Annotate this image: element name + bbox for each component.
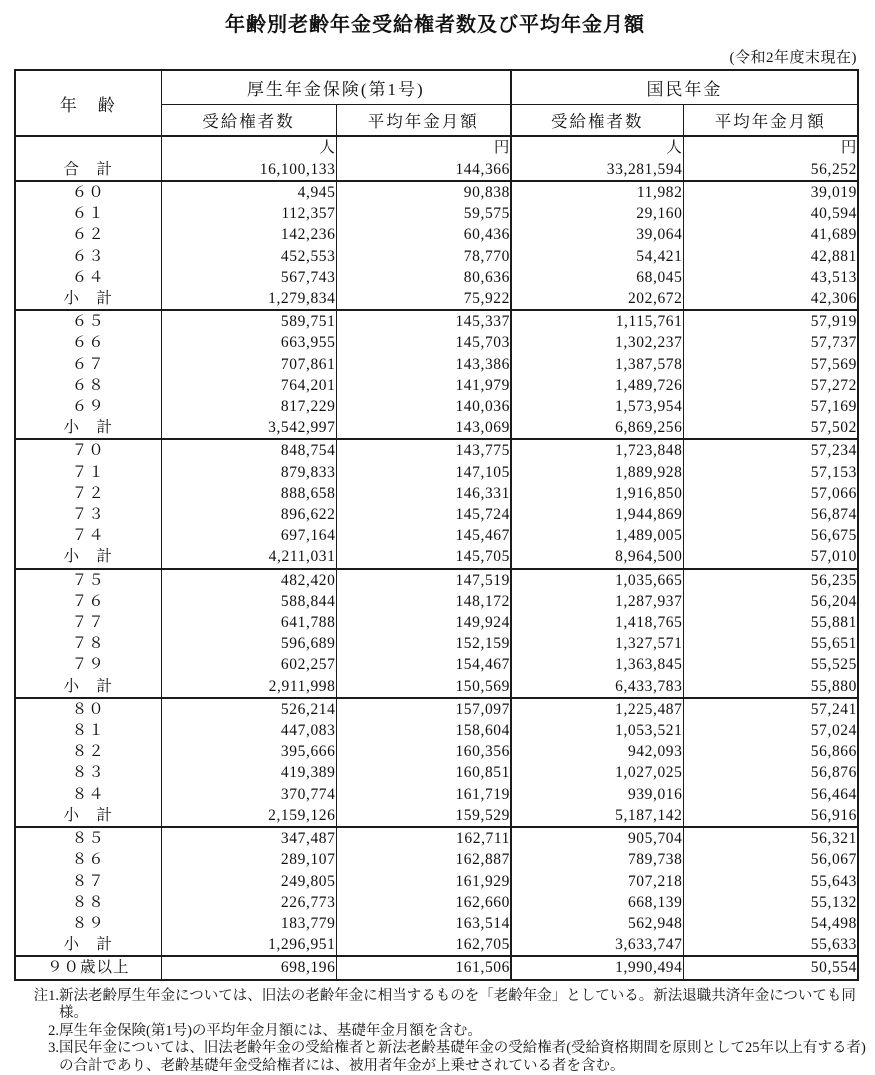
pension-table — [14, 69, 859, 981]
data-cell: 112,357 — [161, 203, 336, 224]
table-row — [15, 698, 858, 720]
footnote — [29, 1023, 875, 1041]
data-cell: 1,225,487 — [511, 698, 683, 720]
data-cell: 226,773 — [161, 892, 336, 913]
table-row — [15, 525, 858, 546]
data-cell: 54,421 — [511, 246, 683, 267]
table-row — [15, 956, 858, 979]
data-cell: 1,573,954 — [511, 396, 683, 417]
age-cell: ８９ — [15, 913, 161, 934]
table-row — [15, 439, 858, 461]
table-row — [15, 633, 858, 654]
over90-value: 698,196 — [161, 956, 336, 979]
footnote — [29, 1040, 875, 1075]
col-header-kosei-nenkin: 厚生年金保険(第1号) — [161, 70, 511, 105]
data-cell: 567,743 — [161, 267, 336, 288]
data-cell: 668,139 — [511, 892, 683, 913]
data-cell: 896,622 — [161, 504, 336, 525]
table-row — [15, 203, 858, 224]
data-cell: 57,169 — [683, 396, 858, 417]
subtotal-value: 55,633 — [683, 934, 858, 956]
data-cell: 160,851 — [336, 762, 511, 783]
page-title: 年齢別老齢年金受給権者数及び平均年金月額 — [225, 14, 645, 36]
data-cell: 57,241 — [683, 698, 858, 720]
subtotal-label: 小 計 — [15, 676, 161, 698]
age-cell: ７７ — [15, 612, 161, 633]
data-cell: 56,321 — [683, 827, 858, 849]
data-cell: 11,982 — [511, 181, 683, 203]
age-cell: ７１ — [15, 462, 161, 483]
subtotal-value: 1,279,834 — [161, 288, 336, 310]
total-value: 56,252 — [683, 159, 858, 181]
data-cell: 55,132 — [683, 892, 858, 913]
data-cell: 145,337 — [336, 310, 511, 332]
data-cell: 764,201 — [161, 375, 336, 396]
unit-label: 円 — [683, 136, 858, 159]
data-cell: 697,164 — [161, 525, 336, 546]
subtotal-value: 6,433,783 — [511, 676, 683, 698]
footnote-number: 3. — [48, 1040, 59, 1057]
data-cell: 145,703 — [336, 332, 511, 353]
data-cell: 56,464 — [683, 784, 858, 805]
data-cell: 56,876 — [683, 762, 858, 783]
data-cell: 56,874 — [683, 504, 858, 525]
total-label: 合 計 — [15, 159, 161, 181]
table-row — [15, 741, 858, 762]
data-cell: 57,024 — [683, 720, 858, 741]
data-cell: 146,331 — [336, 483, 511, 504]
age-cell: ６０ — [15, 181, 161, 203]
data-cell: 54,498 — [683, 913, 858, 934]
table-row — [15, 136, 858, 159]
table-row — [15, 676, 858, 698]
total-value: 33,281,594 — [511, 159, 683, 181]
footnote-number: 2. — [48, 1022, 59, 1039]
subtotal-label: 小 計 — [15, 417, 161, 439]
age-cell: ６９ — [15, 396, 161, 417]
data-cell: 588,844 — [161, 591, 336, 612]
footnotes — [29, 988, 875, 1075]
age-cell: ７８ — [15, 633, 161, 654]
unit-label: 人 — [161, 136, 336, 159]
age-cell: ７２ — [15, 483, 161, 504]
data-cell: 1,944,869 — [511, 504, 683, 525]
data-cell: 161,929 — [336, 871, 511, 892]
table-row — [15, 654, 858, 675]
subtotal-value: 1,296,951 — [161, 934, 336, 956]
data-cell: 1,387,578 — [511, 354, 683, 375]
col-header-kokumin-beneficiaries: 受給権者数 — [511, 105, 683, 137]
data-cell: 43,513 — [683, 267, 858, 288]
age-cell: ６３ — [15, 246, 161, 267]
data-cell: 145,467 — [336, 525, 511, 546]
data-cell: 80,636 — [336, 267, 511, 288]
table-row — [15, 784, 858, 805]
data-cell: 1,489,726 — [511, 375, 683, 396]
subtotal-value: 3,542,997 — [161, 417, 336, 439]
data-cell: 154,467 — [336, 654, 511, 675]
data-cell: 789,738 — [511, 849, 683, 870]
data-cell: 55,525 — [683, 654, 858, 675]
table-body — [15, 136, 858, 980]
age-cell: ８０ — [15, 698, 161, 720]
subtotal-value: 6,869,256 — [511, 417, 683, 439]
table-row — [15, 612, 858, 633]
data-cell: 57,737 — [683, 332, 858, 353]
data-cell: 158,604 — [336, 720, 511, 741]
data-cell: 55,643 — [683, 871, 858, 892]
data-cell: 78,770 — [336, 246, 511, 267]
table-row — [15, 546, 858, 568]
data-cell: 526,214 — [161, 698, 336, 720]
subtotal-value: 2,911,998 — [161, 676, 336, 698]
date-note: (令和2年度末現在) — [729, 50, 857, 66]
total-value: 144,366 — [336, 159, 511, 181]
table-row — [15, 591, 858, 612]
data-cell: 56,235 — [683, 569, 858, 591]
data-cell: 56,204 — [683, 591, 858, 612]
data-cell: 602,257 — [161, 654, 336, 675]
subtotal-value: 57,010 — [683, 546, 858, 568]
data-cell: 147,519 — [336, 569, 511, 591]
subtotal-value: 57,502 — [683, 417, 858, 439]
data-cell: 142,236 — [161, 224, 336, 245]
subtotal-value: 202,672 — [511, 288, 683, 310]
over90-value: 161,506 — [336, 956, 511, 979]
table-row — [15, 246, 858, 267]
table-row — [15, 181, 858, 203]
table-row — [15, 310, 858, 332]
footnote-text: 厚生年金保険(第1号)の平均年金月額には、基礎年金月額を含む。 — [59, 1022, 482, 1039]
subtotal-value: 3,633,747 — [511, 934, 683, 956]
data-cell: 452,553 — [161, 246, 336, 267]
data-cell: 56,675 — [683, 525, 858, 546]
data-cell: 57,569 — [683, 354, 858, 375]
data-cell: 1,115,761 — [511, 310, 683, 332]
subtotal-label: 小 計 — [15, 546, 161, 568]
data-cell: 40,594 — [683, 203, 858, 224]
age-cell: ７９ — [15, 654, 161, 675]
col-header-kokumin-nenkin: 国民年金 — [511, 70, 858, 105]
table-row — [15, 827, 858, 849]
data-cell: 148,172 — [336, 591, 511, 612]
subtotal-value: 143,069 — [336, 417, 511, 439]
age-cell: ８１ — [15, 720, 161, 741]
age-cell: ７４ — [15, 525, 161, 546]
footnote — [29, 988, 875, 1023]
age-cell: ８２ — [15, 741, 161, 762]
table-row — [15, 332, 858, 353]
data-cell: 942,093 — [511, 741, 683, 762]
data-cell: 1,053,521 — [511, 720, 683, 741]
age-cell: ８４ — [15, 784, 161, 805]
data-cell: 60,436 — [336, 224, 511, 245]
data-cell: 1,035,665 — [511, 569, 683, 591]
age-cell: ８５ — [15, 827, 161, 849]
data-cell: 161,719 — [336, 784, 511, 805]
subtotal-value: 5,187,142 — [511, 805, 683, 827]
data-cell: 1,889,928 — [511, 462, 683, 483]
data-cell: 1,418,765 — [511, 612, 683, 633]
subtotal-value: 55,880 — [683, 676, 858, 698]
data-cell: 57,153 — [683, 462, 858, 483]
data-cell: 707,218 — [511, 871, 683, 892]
footnote-number: 注1. — [33, 987, 59, 1004]
table-row — [15, 375, 858, 396]
over90-label: ９０歳以上 — [15, 956, 161, 979]
table-row — [15, 805, 858, 827]
data-cell: 1,302,237 — [511, 332, 683, 353]
age-cell: ６４ — [15, 267, 161, 288]
data-cell: 29,160 — [511, 203, 683, 224]
table-row — [15, 871, 858, 892]
table-row — [15, 417, 858, 439]
age-cell: ７０ — [15, 439, 161, 461]
data-cell: 140,036 — [336, 396, 511, 417]
subtotal-value: 159,529 — [336, 805, 511, 827]
data-cell: 162,887 — [336, 849, 511, 870]
data-cell: 707,861 — [161, 354, 336, 375]
data-cell: 162,660 — [336, 892, 511, 913]
age-cell: ６６ — [15, 332, 161, 353]
data-cell: 143,775 — [336, 439, 511, 461]
data-cell: 143,386 — [336, 354, 511, 375]
over90-value: 50,554 — [683, 956, 858, 979]
data-cell: 939,016 — [511, 784, 683, 805]
table-sheet — [14, 46, 866, 1075]
data-cell: 249,805 — [161, 871, 336, 892]
data-cell: 395,666 — [161, 741, 336, 762]
table-header — [15, 70, 858, 136]
data-cell: 157,097 — [336, 698, 511, 720]
data-cell: 56,866 — [683, 741, 858, 762]
over90-value: 1,990,494 — [511, 956, 683, 979]
data-cell: 663,955 — [161, 332, 336, 353]
data-cell: 145,724 — [336, 504, 511, 525]
subtotal-label: 小 計 — [15, 288, 161, 310]
subtotal-value: 2,159,126 — [161, 805, 336, 827]
data-cell: 57,066 — [683, 483, 858, 504]
table-row — [15, 892, 858, 913]
data-cell: 596,689 — [161, 633, 336, 654]
subtotal-value: 8,964,500 — [511, 546, 683, 568]
data-cell: 39,064 — [511, 224, 683, 245]
data-cell: 152,159 — [336, 633, 511, 654]
data-cell: 1,027,025 — [511, 762, 683, 783]
data-cell: 183,779 — [161, 913, 336, 934]
data-cell: 848,754 — [161, 439, 336, 461]
data-cell: 1,723,848 — [511, 439, 683, 461]
table-row — [15, 483, 858, 504]
age-cell: ８６ — [15, 849, 161, 870]
data-cell: 1,363,845 — [511, 654, 683, 675]
col-header-kosei-beneficiaries: 受給権者数 — [161, 105, 336, 137]
table-row — [15, 224, 858, 245]
subtotal-value: 75,922 — [336, 288, 511, 310]
age-cell: ８８ — [15, 892, 161, 913]
unit-label: 円 — [336, 136, 511, 159]
table-row — [15, 354, 858, 375]
table-row — [15, 934, 858, 956]
age-cell: ６１ — [15, 203, 161, 224]
data-cell: 55,881 — [683, 612, 858, 633]
age-cell: ７５ — [15, 569, 161, 591]
data-cell: 57,272 — [683, 375, 858, 396]
table-row — [15, 159, 858, 181]
footnote-text: 国民年金については、旧法老齢年金の受給権者と新法老齢基礎年金の受給権者(受給資格期間を原則として25年以上有する者)の合計であり、老齢基礎年金受給権者には、被用者年金が上乗せされている者を含む。 — [59, 1040, 866, 1074]
table-row — [15, 396, 858, 417]
data-cell: 817,229 — [161, 396, 336, 417]
data-cell: 42,881 — [683, 246, 858, 267]
table-row — [15, 569, 858, 591]
data-cell: 41,689 — [683, 224, 858, 245]
col-header-kosei-avg-monthly: 平均年金月額 — [336, 105, 511, 137]
subtotal-value: 56,916 — [683, 805, 858, 827]
age-cell: ７６ — [15, 591, 161, 612]
data-cell: 419,389 — [161, 762, 336, 783]
age-cell: ６５ — [15, 310, 161, 332]
table-row — [15, 288, 858, 310]
data-cell: 59,575 — [336, 203, 511, 224]
data-cell: 68,045 — [511, 267, 683, 288]
table-row — [15, 267, 858, 288]
data-cell: 39,019 — [683, 181, 858, 203]
data-cell: 163,514 — [336, 913, 511, 934]
data-cell: 562,948 — [511, 913, 683, 934]
footnote-text: 新法老齢厚生年金については、旧法の老齢年金に相当するものを「老齢年金」としている。新法退職共済年金についても同様。 — [59, 987, 856, 1022]
data-cell: 879,833 — [161, 462, 336, 483]
subtotal-value: 150,569 — [336, 676, 511, 698]
data-cell: 90,838 — [336, 181, 511, 203]
table-row — [15, 462, 858, 483]
data-cell: 482,420 — [161, 569, 336, 591]
subtotal-value: 4,211,031 — [161, 546, 336, 568]
age-cell: ８３ — [15, 762, 161, 783]
subtotal-value: 145,705 — [336, 546, 511, 568]
data-cell: 289,107 — [161, 849, 336, 870]
data-cell: 905,704 — [511, 827, 683, 849]
data-cell: 589,751 — [161, 310, 336, 332]
data-cell: 56,067 — [683, 849, 858, 870]
age-cell-empty — [15, 136, 161, 159]
subtotal-value: 42,306 — [683, 288, 858, 310]
data-cell: 160,356 — [336, 741, 511, 762]
table-row — [15, 849, 858, 870]
age-cell: ６７ — [15, 354, 161, 375]
col-header-age: 年 齢 — [15, 70, 161, 136]
data-cell: 57,234 — [683, 439, 858, 461]
col-header-kokumin-avg-monthly: 平均年金月額 — [683, 105, 858, 137]
data-cell: 1,489,005 — [511, 525, 683, 546]
table-row — [15, 913, 858, 934]
data-cell: 347,487 — [161, 827, 336, 849]
data-cell: 162,711 — [336, 827, 511, 849]
age-cell: ６２ — [15, 224, 161, 245]
age-cell: ６８ — [15, 375, 161, 396]
data-cell: 1,327,571 — [511, 633, 683, 654]
data-cell: 641,788 — [161, 612, 336, 633]
subtotal-value: 162,705 — [336, 934, 511, 956]
total-value: 16,100,133 — [161, 159, 336, 181]
data-cell: 447,083 — [161, 720, 336, 741]
data-cell: 141,979 — [336, 375, 511, 396]
table-row — [15, 762, 858, 783]
table-row — [15, 720, 858, 741]
data-cell: 4,945 — [161, 181, 336, 203]
data-cell: 55,651 — [683, 633, 858, 654]
data-cell: 57,919 — [683, 310, 858, 332]
unit-label: 人 — [511, 136, 683, 159]
data-cell: 1,916,850 — [511, 483, 683, 504]
subtotal-label: 小 計 — [15, 934, 161, 956]
data-cell: 1,287,937 — [511, 591, 683, 612]
age-cell: ７３ — [15, 504, 161, 525]
subtotal-label: 小 計 — [15, 805, 161, 827]
table-row — [15, 504, 858, 525]
data-cell: 370,774 — [161, 784, 336, 805]
data-cell: 888,658 — [161, 483, 336, 504]
data-cell: 149,924 — [336, 612, 511, 633]
age-cell: ８７ — [15, 871, 161, 892]
data-cell: 147,105 — [336, 462, 511, 483]
